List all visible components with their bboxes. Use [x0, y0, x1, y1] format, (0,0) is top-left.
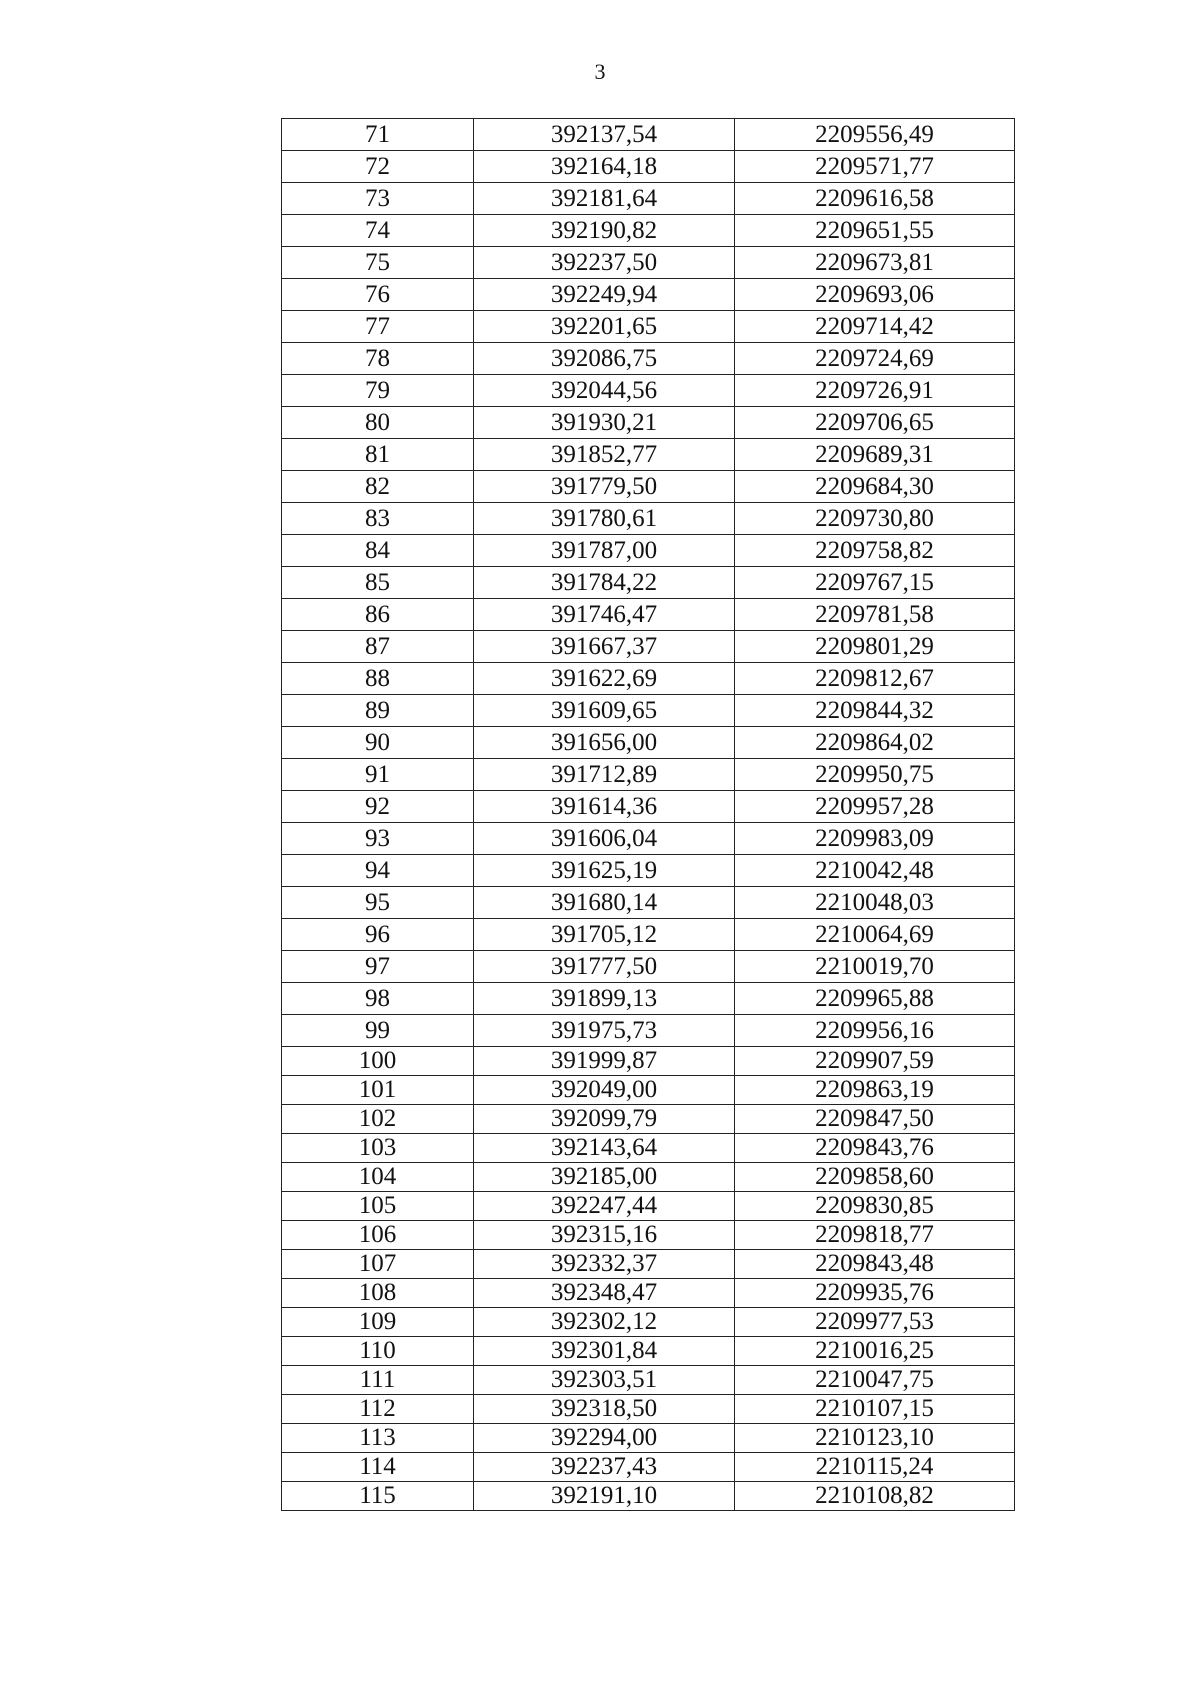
point-number-cell: 96: [282, 919, 474, 951]
x-coordinate-cell: 391712,89: [474, 759, 735, 791]
y-coordinate-cell: 2209801,29: [735, 631, 1015, 663]
table-row: [282, 119, 1015, 151]
point-number-cell: 86: [282, 599, 474, 631]
coordinates-table: [281, 118, 1015, 1511]
x-coordinate-cell: 392049,00: [474, 1076, 735, 1105]
x-coordinate-cell: 391656,00: [474, 727, 735, 759]
point-number-cell: 79: [282, 375, 474, 407]
table-row: [282, 215, 1015, 247]
x-coordinate-cell: 392318,50: [474, 1395, 735, 1424]
y-coordinate-cell: 2209830,85: [735, 1192, 1015, 1221]
point-number-cell: 91: [282, 759, 474, 791]
y-coordinate-cell: 2209684,30: [735, 471, 1015, 503]
table-row: [282, 983, 1015, 1015]
x-coordinate-cell: 392302,12: [474, 1308, 735, 1337]
y-coordinate-cell: 2209767,15: [735, 567, 1015, 599]
y-coordinate-cell: 2210042,48: [735, 855, 1015, 887]
x-coordinate-cell: 392086,75: [474, 343, 735, 375]
point-number-cell: 87: [282, 631, 474, 663]
x-coordinate-cell: 392181,64: [474, 183, 735, 215]
point-number-cell: 83: [282, 503, 474, 535]
y-coordinate-cell: 2209843,48: [735, 1250, 1015, 1279]
point-number-cell: 93: [282, 823, 474, 855]
table-row: [282, 1015, 1015, 1047]
x-coordinate-cell: 391852,77: [474, 439, 735, 471]
point-number-cell: 109: [282, 1308, 474, 1337]
x-coordinate-cell: 391930,21: [474, 407, 735, 439]
x-coordinate-cell: 391606,04: [474, 823, 735, 855]
y-coordinate-cell: 2209858,60: [735, 1163, 1015, 1192]
y-coordinate-cell: 2209965,88: [735, 983, 1015, 1015]
table-row: [282, 1134, 1015, 1163]
table-row: [282, 1105, 1015, 1134]
x-coordinate-cell: 391609,65: [474, 695, 735, 727]
x-coordinate-cell: 391787,00: [474, 535, 735, 567]
y-coordinate-cell: 2209983,09: [735, 823, 1015, 855]
table-row: [282, 343, 1015, 375]
y-coordinate-cell: 2209818,77: [735, 1221, 1015, 1250]
x-coordinate-cell: 391784,22: [474, 567, 735, 599]
y-coordinate-cell: 2209556,49: [735, 119, 1015, 151]
y-coordinate-cell: 2209863,19: [735, 1076, 1015, 1105]
x-coordinate-cell: 392143,64: [474, 1134, 735, 1163]
point-number-cell: 94: [282, 855, 474, 887]
point-number-cell: 72: [282, 151, 474, 183]
table-row: [282, 311, 1015, 343]
y-coordinate-cell: 2209781,58: [735, 599, 1015, 631]
table-row: [282, 503, 1015, 535]
table-row: [282, 183, 1015, 215]
page-number: 3: [594, 59, 606, 84]
table-row: [282, 951, 1015, 983]
table-row: [282, 1366, 1015, 1395]
table-row: [282, 247, 1015, 279]
table-row: [282, 887, 1015, 919]
y-coordinate-cell: 2209724,69: [735, 343, 1015, 375]
table-row: [282, 279, 1015, 311]
point-number-cell: 89: [282, 695, 474, 727]
point-number-cell: 81: [282, 439, 474, 471]
x-coordinate-cell: 391777,50: [474, 951, 735, 983]
y-coordinate-cell: 2209730,80: [735, 503, 1015, 535]
table-row: [282, 1250, 1015, 1279]
x-coordinate-cell: 391975,73: [474, 1015, 735, 1047]
y-coordinate-cell: 2209977,53: [735, 1308, 1015, 1337]
point-number-cell: 92: [282, 791, 474, 823]
y-coordinate-cell: 2210108,82: [735, 1482, 1015, 1511]
table-row: [282, 407, 1015, 439]
point-number-cell: 78: [282, 343, 474, 375]
y-coordinate-cell: 2210123,10: [735, 1424, 1015, 1453]
coordinates-table-body: [282, 119, 1015, 1511]
table-row: [282, 631, 1015, 663]
table-row: [282, 823, 1015, 855]
point-number-cell: 76: [282, 279, 474, 311]
table-row: [282, 727, 1015, 759]
point-number-cell: 108: [282, 1279, 474, 1308]
x-coordinate-cell: 392332,37: [474, 1250, 735, 1279]
x-coordinate-cell: 392301,84: [474, 1337, 735, 1366]
point-number-cell: 112: [282, 1395, 474, 1424]
table-row: [282, 1482, 1015, 1511]
y-coordinate-cell: 2209907,59: [735, 1047, 1015, 1076]
y-coordinate-cell: 2209950,75: [735, 759, 1015, 791]
point-number-cell: 101: [282, 1076, 474, 1105]
point-number-cell: 110: [282, 1337, 474, 1366]
y-coordinate-cell: 2209812,67: [735, 663, 1015, 695]
x-coordinate-cell: 391622,69: [474, 663, 735, 695]
y-coordinate-cell: 2210019,70: [735, 951, 1015, 983]
point-number-cell: 71: [282, 119, 474, 151]
x-coordinate-cell: 392237,50: [474, 247, 735, 279]
point-number-cell: 84: [282, 535, 474, 567]
x-coordinate-cell: 392247,44: [474, 1192, 735, 1221]
point-number-cell: 107: [282, 1250, 474, 1279]
x-coordinate-cell: 392249,94: [474, 279, 735, 311]
x-coordinate-cell: 392348,47: [474, 1279, 735, 1308]
y-coordinate-cell: 2209864,02: [735, 727, 1015, 759]
table-row: [282, 1453, 1015, 1482]
x-coordinate-cell: 392303,51: [474, 1366, 735, 1395]
point-number-cell: 100: [282, 1047, 474, 1076]
point-number-cell: 113: [282, 1424, 474, 1453]
table-row: [282, 759, 1015, 791]
y-coordinate-cell: 2209693,06: [735, 279, 1015, 311]
table-row: [282, 567, 1015, 599]
point-number-cell: 75: [282, 247, 474, 279]
point-number-cell: 98: [282, 983, 474, 1015]
table-row: [282, 1221, 1015, 1250]
x-coordinate-cell: 392164,18: [474, 151, 735, 183]
x-coordinate-cell: 392137,54: [474, 119, 735, 151]
x-coordinate-cell: 392099,79: [474, 1105, 735, 1134]
y-coordinate-cell: 2209571,77: [735, 151, 1015, 183]
y-coordinate-cell: 2209957,28: [735, 791, 1015, 823]
point-number-cell: 88: [282, 663, 474, 695]
x-coordinate-cell: 392191,10: [474, 1482, 735, 1511]
x-coordinate-cell: 392185,00: [474, 1163, 735, 1192]
y-coordinate-cell: 2209673,81: [735, 247, 1015, 279]
table-row: [282, 1279, 1015, 1308]
table-row: [282, 1308, 1015, 1337]
table-row: [282, 1047, 1015, 1076]
y-coordinate-cell: 2209956,16: [735, 1015, 1015, 1047]
point-number-cell: 115: [282, 1482, 474, 1511]
table-row: [282, 535, 1015, 567]
y-coordinate-cell: 2209726,91: [735, 375, 1015, 407]
x-coordinate-cell: 391614,36: [474, 791, 735, 823]
point-number-cell: 105: [282, 1192, 474, 1221]
table-row: [282, 439, 1015, 471]
point-number-cell: 103: [282, 1134, 474, 1163]
point-number-cell: 95: [282, 887, 474, 919]
point-number-cell: 114: [282, 1453, 474, 1482]
point-number-cell: 102: [282, 1105, 474, 1134]
y-coordinate-cell: 2209714,42: [735, 311, 1015, 343]
y-coordinate-cell: 2210064,69: [735, 919, 1015, 951]
point-number-cell: 77: [282, 311, 474, 343]
point-number-cell: 80: [282, 407, 474, 439]
y-coordinate-cell: 2209844,32: [735, 695, 1015, 727]
x-coordinate-cell: 391779,50: [474, 471, 735, 503]
y-coordinate-cell: 2209758,82: [735, 535, 1015, 567]
y-coordinate-cell: 2209689,31: [735, 439, 1015, 471]
x-coordinate-cell: 391667,37: [474, 631, 735, 663]
table-row: [282, 919, 1015, 951]
table-row: [282, 151, 1015, 183]
x-coordinate-cell: 392201,65: [474, 311, 735, 343]
point-number-cell: 97: [282, 951, 474, 983]
table-row: [282, 791, 1015, 823]
point-number-cell: 82: [282, 471, 474, 503]
y-coordinate-cell: 2210047,75: [735, 1366, 1015, 1395]
point-number-cell: 73: [282, 183, 474, 215]
x-coordinate-cell: 391705,12: [474, 919, 735, 951]
table-row: [282, 1337, 1015, 1366]
point-number-cell: 99: [282, 1015, 474, 1047]
x-coordinate-cell: 392294,00: [474, 1424, 735, 1453]
table-row: [282, 471, 1015, 503]
x-coordinate-cell: 392044,56: [474, 375, 735, 407]
table-row: [282, 663, 1015, 695]
y-coordinate-cell: 2209651,55: [735, 215, 1015, 247]
table-row: [282, 1395, 1015, 1424]
y-coordinate-cell: 2209706,65: [735, 407, 1015, 439]
point-number-cell: 85: [282, 567, 474, 599]
x-coordinate-cell: 392237,43: [474, 1453, 735, 1482]
y-coordinate-cell: 2209935,76: [735, 1279, 1015, 1308]
x-coordinate-cell: 391746,47: [474, 599, 735, 631]
y-coordinate-cell: 2209843,76: [735, 1134, 1015, 1163]
y-coordinate-cell: 2210107,15: [735, 1395, 1015, 1424]
x-coordinate-cell: 391780,61: [474, 503, 735, 535]
y-coordinate-cell: 2210048,03: [735, 887, 1015, 919]
table-row: [282, 855, 1015, 887]
point-number-cell: 90: [282, 727, 474, 759]
x-coordinate-cell: 391625,19: [474, 855, 735, 887]
x-coordinate-cell: 391899,13: [474, 983, 735, 1015]
point-number-cell: 74: [282, 215, 474, 247]
y-coordinate-cell: 2209616,58: [735, 183, 1015, 215]
point-number-cell: 104: [282, 1163, 474, 1192]
y-coordinate-cell: 2210115,24: [735, 1453, 1015, 1482]
point-number-cell: 106: [282, 1221, 474, 1250]
table-row: [282, 1076, 1015, 1105]
table-row: [282, 1424, 1015, 1453]
table-row: [282, 1192, 1015, 1221]
point-number-cell: 111: [282, 1366, 474, 1395]
x-coordinate-cell: 391999,87: [474, 1047, 735, 1076]
y-coordinate-cell: 2209847,50: [735, 1105, 1015, 1134]
table-row: [282, 375, 1015, 407]
table-row: [282, 695, 1015, 727]
y-coordinate-cell: 2210016,25: [735, 1337, 1015, 1366]
x-coordinate-cell: 391680,14: [474, 887, 735, 919]
x-coordinate-cell: 392190,82: [474, 215, 735, 247]
x-coordinate-cell: 392315,16: [474, 1221, 735, 1250]
table-row: [282, 599, 1015, 631]
table-row: [282, 1163, 1015, 1192]
